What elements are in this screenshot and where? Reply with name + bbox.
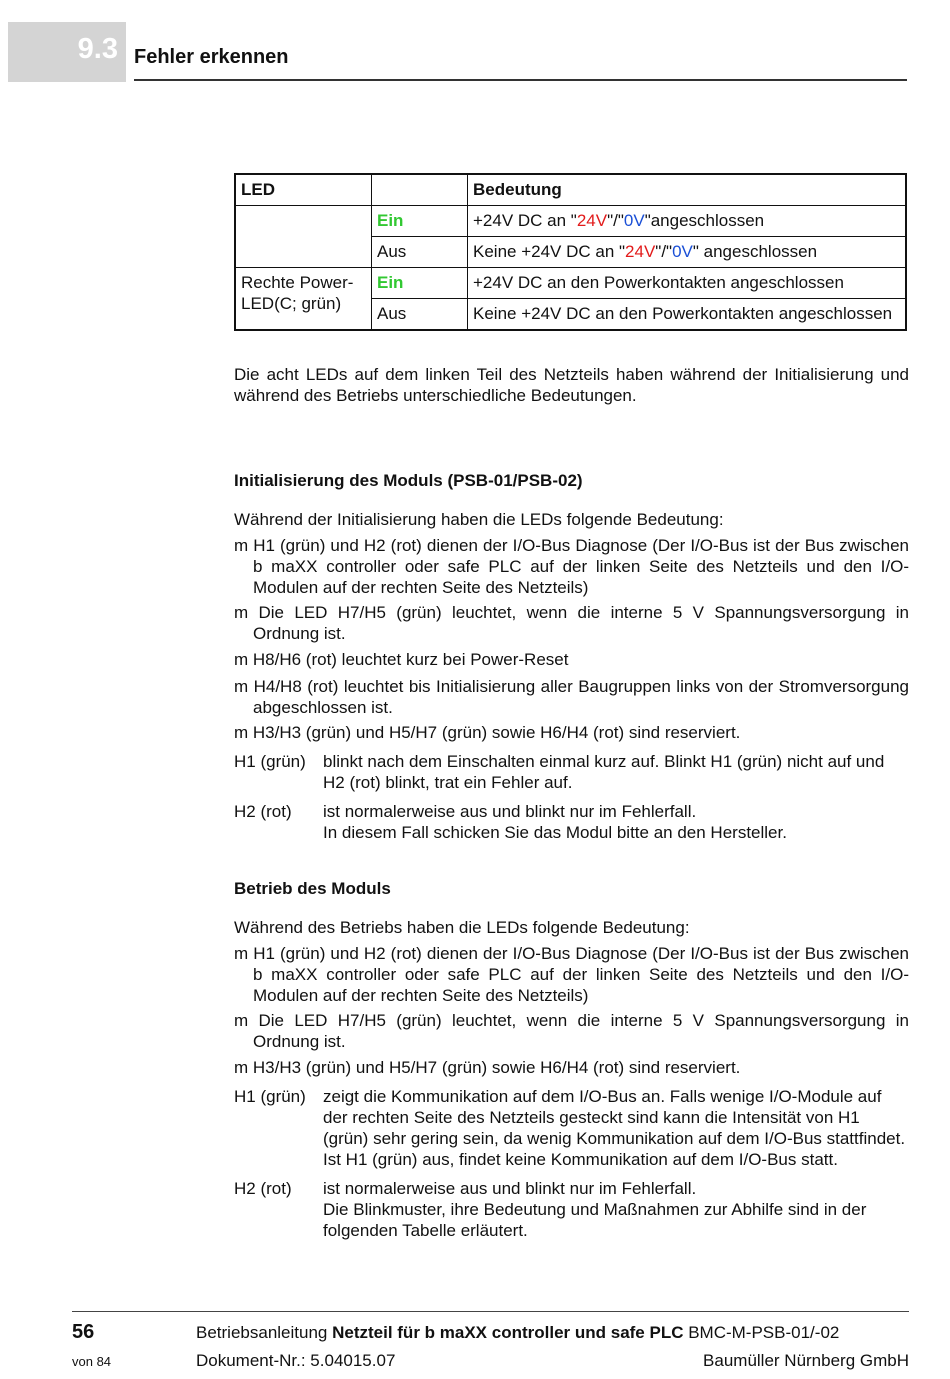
footer-doc-prefix: Betriebsanleitung [196, 1323, 333, 1342]
footer-doc-suffix: BMC-M-PSB-01/-02 [683, 1323, 840, 1342]
meaning-text: " angeschlossen [692, 242, 818, 261]
footer-divider [72, 1311, 909, 1312]
op-heading: Betrieb des Moduls [234, 879, 391, 898]
list-item: m H1 (grün) und H2 (rot) dienen der I/O-Bus Diagnose (Der I/O-Bus ist der Bus zwischen b maXX controller oder safe PLC auf der linken Seite des Netzteils und den I/O-Modulen auf der rechten Seite des Netzteils) [234, 944, 909, 1005]
footer-doc-title [196, 1323, 839, 1343]
definition-key: H2 (rot) [234, 802, 292, 821]
state-cell: Ein [372, 268, 468, 299]
footer-doc-number: Dokument-Nr.: 5.04015.07 [196, 1351, 396, 1370]
init-heading: Initialisierung des Moduls (PSB-01/PSB-02) [234, 471, 583, 490]
list-item: m H1 (grün) und H2 (rot) dienen der I/O-Bus Diagnose (Der I/O-Bus ist der Bus zwischen b maXX controller oder safe PLC auf der linken Seite des Netzteils und den I/O-Modulen auf der rechten Seite des Netzteils) [234, 536, 909, 597]
led-cell: Rechte Power-LED(C; grün) [235, 268, 372, 331]
init-lead: Während der Initialisierung haben die LEDs folgende Bedeutung: [234, 510, 724, 529]
state-cell: Aus [372, 237, 468, 268]
definition-text: Die Blinkmuster, ihre Bedeutung und Maßnahmen zur Abhilfe sind in der folgenden Tabelle erläutert. [323, 1200, 867, 1240]
col-header-meaning: Bedeutung [468, 174, 907, 206]
page-number: 56 [72, 1321, 95, 1343]
led-table [234, 173, 907, 331]
definition-key: H1 (grün) [234, 1087, 306, 1106]
col-header-led: LED [235, 174, 372, 206]
definition-item [234, 751, 909, 793]
meaning-cell [468, 206, 907, 237]
section-number: 9.3 [77, 33, 118, 65]
definition-item [234, 801, 909, 843]
state-cell: Ein [372, 206, 468, 237]
col-header-state [372, 174, 468, 206]
list-item: m H3/H3 (grün) und H5/H7 (grün) sowie H6/H4 (rot) sind reserviert. [234, 1058, 741, 1077]
list-item: m Die LED H7/H5 (grün) leuchtet, wenn die interne 5 V Spannungsversorgung in Ordnung ist. [234, 1011, 909, 1051]
definition-key: H2 (rot) [234, 1179, 292, 1198]
led-cell [235, 206, 372, 268]
definition-text: Ist H1 (grün) aus, findet keine Kommunikation auf dem I/O-Bus statt. [323, 1150, 838, 1169]
section-title: Fehler erkennen [134, 46, 289, 68]
meaning-text: "angeschlossen [644, 211, 765, 230]
definition-text: In diesem Fall schicken Sie das Modul bitte an den Hersteller. [323, 823, 787, 842]
list-item: m H8/H6 (rot) leuchtet kurz bei Power-Reset [234, 650, 569, 669]
list-item: m H4/H8 (rot) leuchtet bis Initialisierung aller Baugruppen links von der Stromversorgung abgeschlossen ist. [234, 677, 909, 717]
voltage-24v-label: 24V [625, 242, 656, 261]
page-count: von 84 [72, 1354, 112, 1369]
voltage-24v-label: 24V [576, 211, 608, 230]
meaning-text: Keine +24V DC an " [473, 242, 626, 261]
definition-text: ist normalerweise aus und blinkt nur im Fehlerfall. [323, 802, 697, 821]
footer-company: Baumüller Nürnberg GmbH [703, 1351, 909, 1370]
table-row [235, 268, 906, 299]
definition-item [234, 1086, 909, 1170]
table-header-row [235, 174, 906, 206]
meaning-cell: Keine +24V DC an den Powerkontakten angeschlossen [468, 299, 907, 331]
definition-item [234, 1178, 909, 1241]
table-row [235, 206, 906, 237]
list-item: m H3/H3 (grün) und H5/H7 (grün) sowie H6/H4 (rot) sind reserviert. [234, 723, 741, 742]
intro-paragraph: Die acht LEDs auf dem linken Teil des Netzteils haben während der Initialisierung und während des Betriebs unterschiedliche Bedeutungen. [234, 365, 909, 405]
voltage-0v-label: 0V [672, 242, 693, 261]
definition-text: blinkt nach dem Einschalten einmal kurz auf. Blinkt H1 (grün) nicht auf und H2 (rot) blinkt, trat ein Fehler auf. [323, 752, 885, 792]
voltage-0v-label: 0V [623, 211, 645, 230]
definition-text: ist normalerweise aus und blinkt nur im Fehlerfall. [323, 1179, 697, 1198]
meaning-text: +24V DC an " [473, 211, 577, 230]
list-item: m Die LED H7/H5 (grün) leuchtet, wenn die interne 5 V Spannungsversorgung in Ordnung ist. [234, 603, 909, 643]
meaning-separator: "/" [607, 211, 624, 230]
footer-doc-product: Netzteil für b maXX controller und safe PLC [332, 1323, 684, 1342]
meaning-cell [468, 237, 907, 268]
definition-text: zeigt die Kommunikation auf dem I/O-Bus an. Falls wenige I/O-Module auf der rechten Seite des Netzteils gesteckt sind kann die Intensität von H1 (grün) sehr gering sein, da wenig Kommunikation auf dem I/O-Bus stattfindet. [323, 1087, 906, 1148]
meaning-cell: +24V DC an den Powerkontakten angeschlossen [468, 268, 907, 299]
op-lead: Während des Betriebs haben die LEDs folgende Bedeutung: [234, 918, 690, 937]
definition-key: H1 (grün) [234, 752, 306, 771]
header-divider [134, 79, 907, 81]
state-cell: Aus [372, 299, 468, 331]
meaning-separator: "/" [655, 242, 673, 261]
